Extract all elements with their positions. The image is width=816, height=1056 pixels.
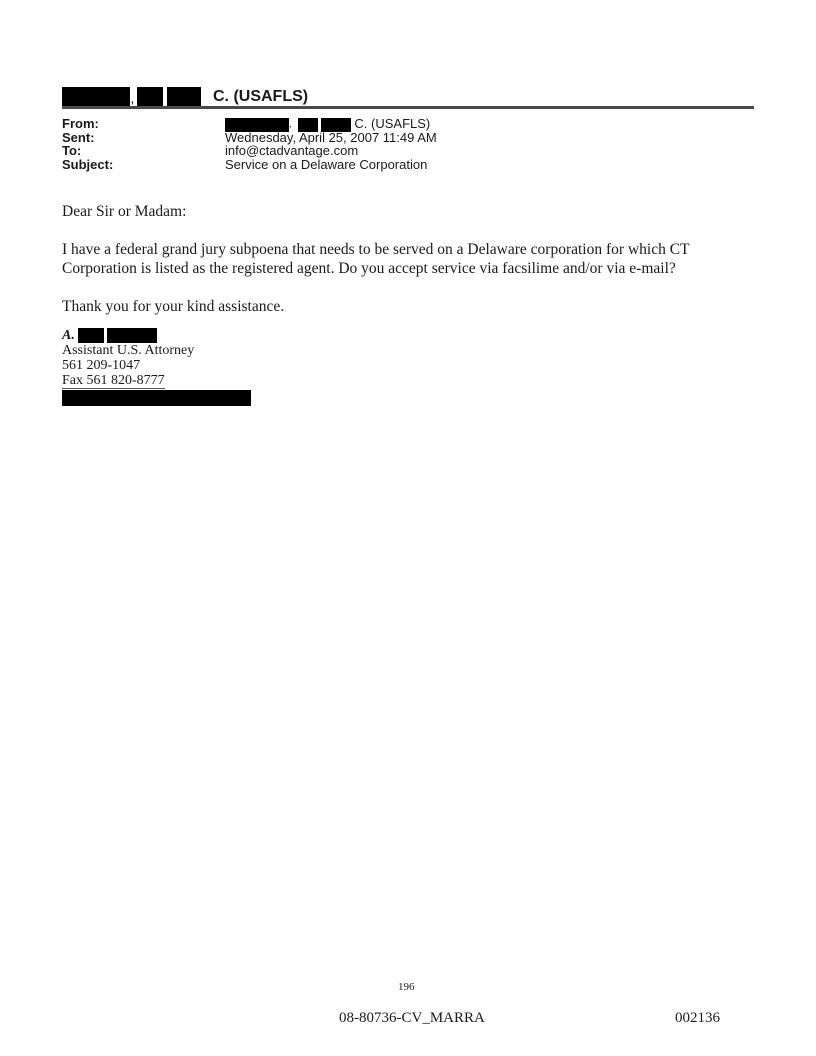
redaction-block bbox=[78, 328, 104, 343]
signature-title: Assistant U.S. Attorney bbox=[62, 343, 195, 359]
email-title-bar bbox=[62, 87, 754, 106]
email-signature bbox=[62, 328, 251, 406]
redaction-block bbox=[167, 87, 201, 106]
from-label: From: bbox=[62, 116, 99, 131]
email-greeting: Dear Sir or Madam: bbox=[62, 203, 187, 220]
redaction-block bbox=[137, 87, 163, 106]
page-number: 196 bbox=[398, 981, 415, 993]
redaction-block bbox=[107, 328, 157, 343]
title-comma: , bbox=[131, 95, 134, 106]
email-title-suffix: C. (USAFLS) bbox=[213, 88, 309, 105]
bates-number: 002136 bbox=[675, 1010, 720, 1026]
to-value: info@ctadvantage.com bbox=[225, 143, 359, 158]
email-paragraph-1: I have a federal grand jury subpoena that needs to be served on a Delaware corporation for which CT Corporation is listed as the registered agent. Do you accept service via facsilime and/or via e-mail? bbox=[62, 241, 690, 277]
redaction-block bbox=[62, 87, 130, 106]
redaction-block bbox=[62, 390, 251, 406]
email-paragraph-2: Thank you for your kind assistance. bbox=[62, 298, 285, 315]
sent-label: Sent: bbox=[62, 129, 95, 145]
signature-fax: Fax 561 820-8777 bbox=[62, 373, 165, 389]
title-divider bbox=[62, 106, 754, 109]
from-suffix: C. (USAFLS) bbox=[354, 116, 431, 131]
from-value: , C. (USAFLS) bbox=[225, 117, 430, 132]
subject-value: Service on a Delaware Corporation bbox=[225, 156, 428, 172]
signature-phone: 561 209-1047 bbox=[62, 358, 141, 374]
signature-initial: A. bbox=[62, 328, 75, 343]
subject-label: Subject: bbox=[62, 156, 114, 172]
signature-name-line bbox=[62, 328, 251, 343]
sent-value: Wednesday, April 25, 2007 11:49 AM bbox=[225, 129, 437, 145]
case-identifier: 08-80736-CV_MARRA bbox=[339, 1010, 485, 1026]
to-label: To: bbox=[62, 143, 82, 158]
